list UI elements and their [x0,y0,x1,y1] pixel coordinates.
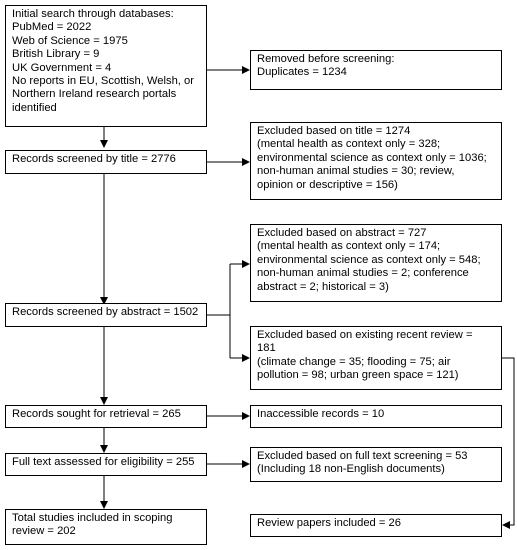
excluded-review-box [250,326,502,390]
excluded-fulltext-box [250,447,502,482]
box-line: Inaccessible records = 10 [257,408,385,420]
box-line: Excluded based on existing recent review = [257,329,473,341]
screened-by-title-box [5,150,207,174]
box-line: Records screened by abstract = 1502 [12,306,199,318]
box-line: Full text assessed for eligibility = 255 [12,456,195,468]
box-line: non-human animal studies = 2; conference [257,267,469,280]
box-line: Records sought for retrieval = 265 [12,408,181,420]
box-line: Excluded based on abstract = 727 [257,227,427,239]
box-line: (mental health as context only = 328; [257,138,441,151]
box-line: opinion or descriptive = 156) [257,178,398,191]
full-text-box [5,453,207,476]
box-line: No reports in EU, Scottish, Welsh, or [12,75,194,88]
total-included-box [5,509,207,545]
arrow-to-review-papers [502,358,514,525]
box-line: Records screened by title = 2776 [12,153,176,165]
box-line: UK Government = 4 [12,61,112,74]
inaccessible-box [250,405,502,428]
box-line: pollution = 98; urban green space = 121) [257,369,459,382]
review-papers-box [250,514,502,537]
sought-retrieval-box [5,405,207,428]
initial-search-box [5,5,207,127]
box-line: Total studies included in scoping [12,512,173,524]
screened-by-abstract-box [5,303,207,327]
box-line: (Including 18 non-English documents) [257,463,445,476]
box-line: Removed before screening: [257,53,395,65]
box-line: review = 202 [12,525,76,538]
box-line: Northern Ireland research portals [12,88,177,101]
box-line: environmental science as context only = 1036; [257,151,487,164]
box-line: (mental health as context only = 174; [257,240,441,253]
box-line: Web of Science = 1975 [12,34,128,47]
excluded-title-box [250,122,502,200]
box-line: Review papers included = 26 [257,517,401,529]
box-line: Excluded based on title = 1274 [257,125,411,137]
box-line: non-human animal studies = 30; review, [257,165,455,178]
box-line: 181 [257,342,276,355]
box-line: Initial search through databases: [12,8,174,20]
box-line: Duplicates = 1234 [257,66,347,79]
box-line: British Library = 9 [12,48,100,61]
box-line: identified [12,101,57,114]
box-line: PubMed = 2022 [12,21,92,34]
box-line: Excluded based on full text screening = 53 [257,450,468,462]
box-line: (climate change = 35; flooding = 75; air [257,355,451,368]
box-line: environmental science as context only = 548; [257,253,481,266]
box-line: abstract = 2; historical = 3) [257,280,389,293]
removed-before-screening-box [250,50,502,90]
excluded-abstract-box [250,224,502,302]
